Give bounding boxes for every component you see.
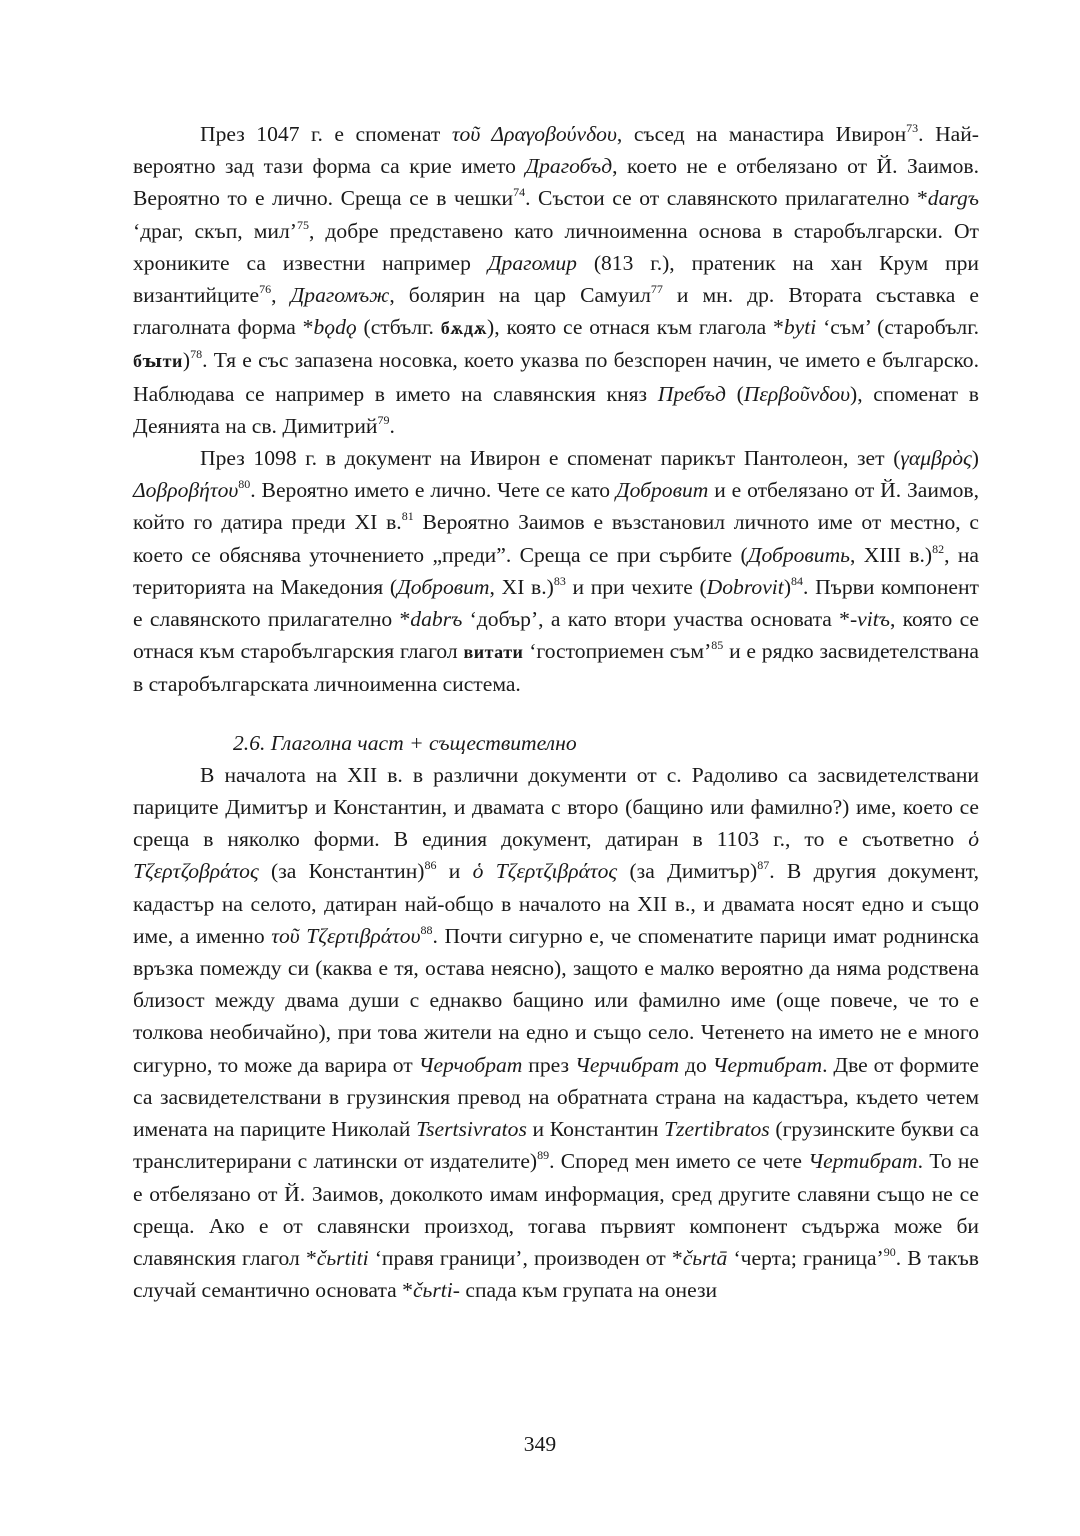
- text-run: , съсед на манастира Ивирон: [616, 122, 907, 146]
- italic-term: Δοβροβήτου: [133, 478, 239, 503]
- italic-term: Tsertsivratos: [416, 1117, 527, 1142]
- italic-term: Драгобъд: [525, 154, 613, 179]
- page-number: 349: [523, 1432, 557, 1456]
- text-run: и е рядко засвидетелствана в старобългарската личноименна система.: [133, 639, 979, 697]
- text-run: . То не е отбелязано от Й. Заимов, доколкото имам информация, сред другите славяни също не се среща. Ако е от славянски произход, тогава първият компонент съдържа може би славянския глагол *: [133, 1149, 979, 1270]
- old-church-slavonic-word: бꙑти: [133, 351, 183, 372]
- text-run: , XI в.): [489, 574, 554, 599]
- footnote-ref: 78: [190, 347, 203, 362]
- text-run: . Вероятно името е лично. Чете се като: [250, 478, 616, 503]
- text-run: . Според мен името се чете: [549, 1149, 809, 1174]
- footnote-ref: 84: [791, 573, 804, 588]
- italic-term: Драгомир: [487, 250, 577, 275]
- italic-term: ὁ Τζερτζοβράτος: [133, 827, 979, 884]
- text-run: . Почти сигурно е, че споменатите парици имат роднинска връзка помежду си (каква е тя, остава неясно), защото е малко вероятно да няма родствена близост между двама души с еднакво бащино или фамилно име (още повече, че то е толкова необичайно), при това жители на едно и също село. Четенето на името не е много сигурно, то може да варира от: [133, 923, 980, 1077]
- italic-term: čьrtiti: [316, 1245, 369, 1270]
- text-run: през: [522, 1052, 575, 1077]
- text-run: ,: [271, 283, 291, 308]
- text-run: . Най-вероятно зад тази форма са крие името: [133, 122, 979, 179]
- text-run: Вероятно Заимов е възстановил личното име от местно, с което се обяснява уточнението „преди”. Среща се при сърбите (: [133, 510, 980, 567]
- text-run: (грузинските букви са транслитерирани с латински от издателите): [133, 1117, 980, 1174]
- italic-term: Περβοῦνδου: [743, 381, 851, 406]
- text-run: .: [389, 413, 395, 438]
- old-church-slavonic-word: витати: [463, 642, 524, 663]
- text-run: . В такъв случай семантично основата *: [133, 1245, 979, 1303]
- italic-term: bǫdǫ: [313, 315, 357, 340]
- italic-term: byti: [783, 315, 817, 340]
- text-run: (за Константин): [258, 859, 425, 884]
- italic-term: Добровить: [747, 542, 850, 567]
- text-run: ), споменат в Деянията на св. Димитрий: [133, 381, 979, 438]
- italic-term: dabrъ: [410, 607, 463, 632]
- italic-term: Tzertibratos: [664, 1117, 770, 1142]
- old-church-slavonic-word: бѫдѫ: [440, 318, 488, 339]
- text-run: Пpез 1047 г. е споменат: [200, 122, 452, 146]
- text-run: и Константин: [526, 1117, 665, 1142]
- text-run: ), която се отнася към глагола *: [487, 315, 784, 340]
- italic-term: Чертибрат: [808, 1149, 918, 1174]
- text-run: , болярин на цар Самуил: [389, 283, 651, 308]
- footnote-ref: 87: [757, 858, 770, 873]
- italic-term: Пребъд: [657, 381, 726, 406]
- text-run: и е отбелязано от Й. Заимов, който го датира преди XI в.: [133, 478, 979, 535]
- footnote-ref: 85: [711, 638, 724, 653]
- text-run: ): [182, 348, 191, 373]
- body-text: [133, 118, 979, 1306]
- text-run: и при чехите (: [565, 574, 707, 599]
- text-run: (: [725, 381, 744, 406]
- footnote-ref: 76: [259, 282, 272, 297]
- italic-term: τοῦ Δραγοβούνδου: [451, 122, 617, 146]
- footnote-ref: 80: [238, 477, 251, 492]
- text-run: (стбълг.: [356, 315, 441, 340]
- text-run: ‘черта; граница’: [727, 1245, 884, 1270]
- italic-term: Черчибрат: [574, 1052, 680, 1077]
- paragraph-3: [133, 759, 979, 1306]
- italic-term: γαμβρὸς: [900, 446, 972, 471]
- italic-term: Dobrovit: [706, 574, 784, 599]
- italic-term: τοῦ Τζερτιβράτου: [271, 923, 421, 948]
- text-run: ‘гостоприемен съм’: [523, 639, 712, 664]
- footnote-ref: 79: [377, 412, 390, 427]
- text-run: ‘съм’ (старобълг.: [816, 315, 980, 340]
- text-run: През 1098 г. в документ на Ивирон е споменат парикът Пантолеон, зет (: [200, 446, 901, 471]
- text-run: . В другия документ, кадастър на селото, датиран най-общо в началото на XII в., и двамата носят едно и също име, а именно: [133, 859, 979, 948]
- italic-term: čьrti-: [412, 1278, 460, 1303]
- text-run: . Състои се от славянското прилагателно *: [525, 186, 928, 211]
- text-run: , XIII в.): [850, 542, 933, 567]
- footnote-ref: 88: [420, 922, 433, 937]
- text-run: ‘правя граници’, производен от *: [368, 1245, 683, 1270]
- footnote-ref: 77: [650, 282, 663, 297]
- footnote-ref: 74: [513, 185, 526, 200]
- italic-term: Драгомъж: [290, 283, 390, 308]
- italic-term: Добровит: [397, 574, 490, 599]
- text-run: , на територията на Македония (: [133, 542, 979, 599]
- footnote-ref: 86: [424, 858, 437, 873]
- text-run: и мн. др. Втората съставка е глаголната форма *: [133, 283, 980, 340]
- text-run: (за Димитър): [617, 859, 758, 884]
- paragraph-1: [133, 118, 979, 442]
- italic-term: Черчобрат: [418, 1052, 523, 1077]
- italic-term: čьrtā: [682, 1245, 728, 1270]
- text-run: ): [783, 574, 792, 599]
- footnote-ref: 82: [932, 541, 945, 556]
- italic-term: ὁ Τζερτζιβράτος: [472, 859, 618, 884]
- footnote-ref: 89: [537, 1148, 550, 1163]
- text-run: и: [436, 859, 473, 884]
- text-run: В началота на XII в. в различни документи от с. Радоливо са засвидетелствани париците Димитър и Константин, и двамата с второ (бащино или фамилно?) име, което се среща в няколко форми. В единия документ, датиран в 1103 г., то е съответно: [133, 762, 979, 852]
- text-run: ‘добър’, а като втори участва основата *-: [462, 607, 858, 632]
- text-run: ‘драг, скъп, мил’: [133, 218, 297, 243]
- text-run: до: [679, 1052, 713, 1077]
- text-run: . Тя е със запазена носовка, което указва по безспорен начин, че името е българско. Наблюдава се например в името на славянския княз: [133, 348, 979, 406]
- text-run: . Първи компонент е славянското прилагателно *: [133, 574, 979, 632]
- text-run: (813 г.), пратеник на хан Крум при византийците: [133, 250, 979, 308]
- section-heading: 2.6. Глаголна част + съществително: [233, 730, 577, 755]
- italic-term: Чертибрат: [712, 1052, 823, 1077]
- italic-term: dargъ: [927, 186, 979, 211]
- text-run: , която се отнася към старобългарския глагол: [133, 607, 979, 664]
- text-run: , добре представено като личноименна основа в старобългарски. От хрониките са известни например: [133, 218, 979, 275]
- text-run: . Две от формите са засвидетелствани в грузинския превод на обратната страна на кадастъра, където четем имената на париците Николай: [133, 1052, 979, 1142]
- footnote-ref: 81: [401, 509, 414, 524]
- footnote-ref: 73: [906, 121, 919, 135]
- italic-term: Добровит: [615, 478, 709, 503]
- footnote-ref: 75: [296, 217, 309, 232]
- text-run: ): [971, 446, 979, 471]
- text-run: спада към групата на онези: [459, 1278, 718, 1303]
- footnote-ref: 83: [553, 573, 566, 588]
- footnote-ref: 90: [883, 1244, 896, 1259]
- paragraph-2: [133, 442, 979, 701]
- italic-term: vitъ: [857, 607, 890, 632]
- text-run: , което не е отбелязано от Й. Заимов. Вероятно то е лично. Среща се в чешки: [133, 154, 979, 211]
